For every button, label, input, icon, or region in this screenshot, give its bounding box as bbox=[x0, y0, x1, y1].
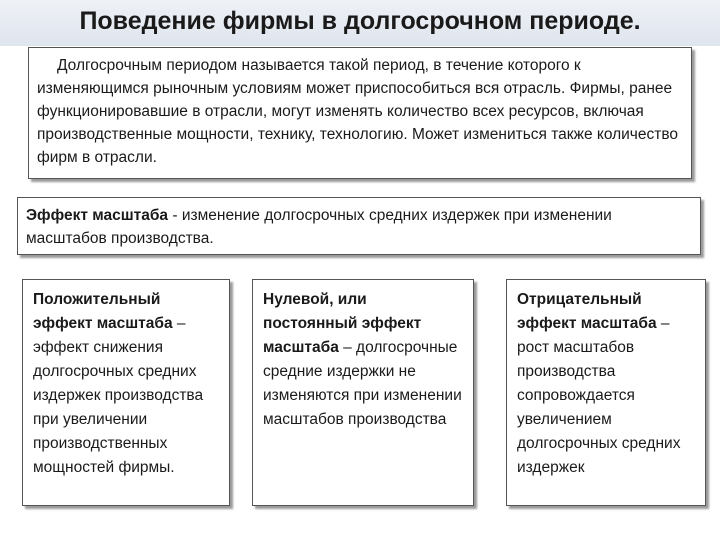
negative-effect-term: Отрицательный эффект масштаба bbox=[517, 291, 657, 332]
zero-effect-box bbox=[252, 279, 474, 506]
positive-effect-text: – эффект снижения долгосрочных средних издержек производства при увеличении производственных мощностей фирмы. bbox=[33, 315, 204, 476]
definition-box bbox=[28, 47, 692, 179]
definition-term: Долгосрочным периодом bbox=[57, 57, 238, 74]
definition-paragraph bbox=[37, 54, 683, 169]
zero-effect-term: Нулевой, или постоянный эффект масштаба bbox=[263, 291, 422, 356]
zero-effect-text: – долгосрочные средние издержки не изменяются при изменении масштабов производства bbox=[263, 339, 462, 428]
definition-text: называется такой период, в течение которого к изменяющимся рыночным условиям может приспособиться вся отрасль. Фирмы, ранее функционировавшие в отрасли, могут изменять количество всех ресурсов, включая производственные мощности, технику, технологию. Может измениться также количество фирм в отрасли. bbox=[37, 57, 679, 166]
negative-effect-box bbox=[506, 279, 706, 506]
scale-effect-term: Эффект масштаба bbox=[26, 207, 169, 224]
slide-title: Поведение фирмы в долгосрочном периоде. bbox=[79, 7, 641, 35]
scale-effect-box bbox=[17, 197, 701, 255]
negative-effect-text: – рост масштабов производства сопровождается увеличением долгосрочных средних издержек bbox=[517, 315, 681, 476]
scale-effect-text: - изменение долгосрочных средних издержек при изменении масштабов производства. bbox=[26, 207, 612, 247]
positive-effect-term: Положительный эффект масштаба bbox=[33, 291, 173, 332]
positive-effect-box bbox=[22, 279, 230, 506]
